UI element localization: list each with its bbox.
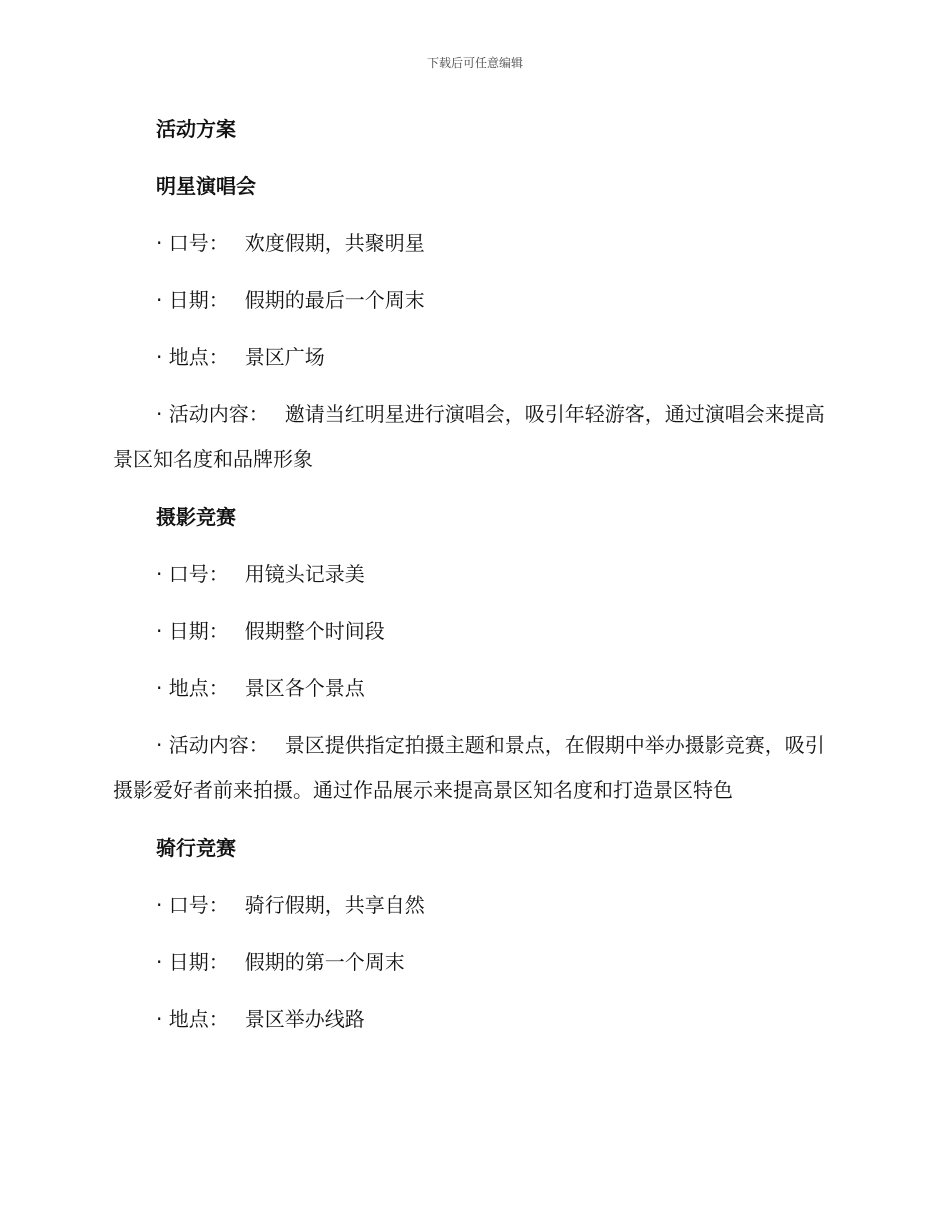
list-item: [113, 340, 843, 374]
item-label: · 日期：: [156, 288, 229, 312]
item-value: 假期的第一个周末: [244, 950, 405, 974]
list-item: [113, 614, 843, 648]
item-value: 景区广场: [244, 345, 325, 369]
item-value: 景区提供指定拍摄主题和景点，在假期中举办摄影竞赛，吸引摄影爱好者前来拍摄。通过作品展示来提高景区知名度和打造景区特色: [113, 733, 825, 802]
item-label: · 日期：: [156, 619, 229, 643]
item-value: 假期整个时间段: [244, 619, 385, 643]
item-label: · 地点：: [156, 345, 229, 369]
page-header: 下载后可任意编辑: [426, 56, 523, 70]
list-item: [113, 283, 843, 317]
section-heading: 明星演唱会: [156, 174, 256, 198]
item-value: 假期的最后一个周末: [244, 288, 425, 312]
item-label: · 口号：: [156, 893, 229, 917]
item-label: · 活动内容：: [156, 733, 269, 757]
list-item: [113, 226, 843, 260]
list-item: [113, 945, 843, 979]
item-value: 景区举办线路: [244, 1007, 365, 1031]
document-title: 活动方案: [156, 117, 236, 141]
list-item: [113, 392, 843, 482]
item-label: · 日期：: [156, 950, 229, 974]
item-value: 邀请当红明星进行演唱会，吸引年轻游客，通过演唱会来提高景区知名度和品牌形象: [113, 402, 825, 471]
item-value: 用镜头记录美: [244, 562, 365, 586]
item-label: · 地点：: [156, 676, 229, 700]
item-label: · 口号：: [156, 562, 229, 586]
section-heading: 摄影竞赛: [156, 505, 236, 529]
list-item: [113, 723, 843, 813]
section-heading: 骑行竞赛: [156, 836, 236, 860]
item-value: 骑行假期，共享自然: [244, 893, 425, 917]
item-label: · 活动内容：: [156, 402, 269, 426]
list-item: [113, 1002, 843, 1036]
item-label: · 地点：: [156, 1007, 229, 1031]
item-label: · 口号：: [156, 231, 229, 255]
list-item: [113, 888, 843, 922]
item-value: 景区各个景点: [244, 676, 365, 700]
list-item: [113, 557, 843, 591]
item-value: 欢度假期，共聚明星: [244, 231, 425, 255]
document-body: [113, 112, 843, 1059]
list-item: [113, 671, 843, 705]
